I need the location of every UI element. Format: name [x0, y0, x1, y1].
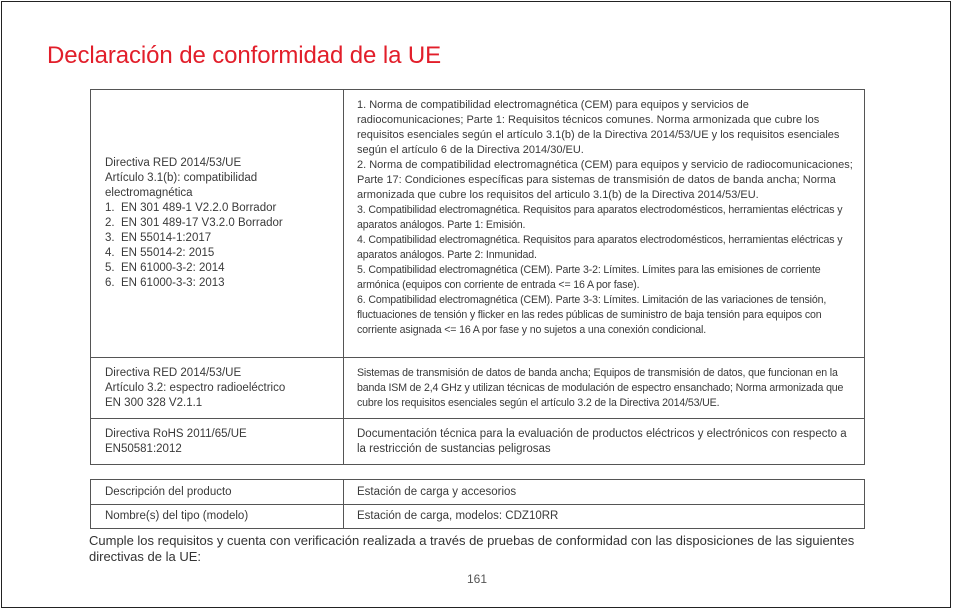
column-divider	[343, 358, 344, 418]
requirement-item: 2. Norma de compatibilidad electromagnética (CEM) para equipos y servicio de radiocomunicaciones; Parte 17: Condiciones específicas para sistemas de transmisión de datos de banda ancha; Norma armonizada que cubre los requisitos del articulo 3.1(b) de la Directiva 2014/53/EU.	[357, 159, 853, 201]
emc-line: 2. EN 301 489-17 V3.2.0 Borrador	[105, 217, 283, 229]
model-name-label: Nombre(s) del tipo (modelo)	[105, 510, 249, 522]
column-divider	[343, 505, 344, 528]
rohs-standards-list	[105, 427, 315, 457]
radio-line: EN 300 328 V2.1.1	[105, 397, 203, 409]
emc-line: Directiva RED 2014/53/UE	[105, 157, 242, 169]
column-divider	[343, 90, 344, 357]
radio-standards-list	[105, 366, 315, 411]
emc-line: 3. EN 55014-1:2017	[105, 232, 212, 244]
column-divider	[343, 480, 344, 504]
radio-line: Artículo 3.2: espectro radioeléctrico	[105, 382, 286, 394]
requirement-item: 6. Compatibilidad electromagnética (CEM). Parte 3-3: Límites. Limitación de las variaciones de tensión, fluctuaciones de tensión y flicker en las redes públicas de suministro de baja tensión para equipos con corriente asignada <= 16 A por fase y no sujetos a una conexión condicional.	[357, 294, 827, 336]
table-row-emc	[90, 89, 865, 357]
product-description-label: Descripción del producto	[105, 486, 232, 498]
emc-line: 6. EN 61000-3-3: 2013	[105, 277, 225, 289]
table-row-product-description	[90, 479, 865, 504]
rohs-requirement: Documentación técnica para la evaluación de productos eléctricos y electrónicos con respecto a la restricción de sustancias peligrosas	[357, 428, 847, 455]
table-row-radio	[90, 357, 865, 418]
emc-standards-list	[105, 156, 315, 291]
page-title: Declaración de conformidad de la UE	[47, 42, 442, 69]
requirement-item: 5. Compatibilidad electromagnética (CEM). Parte 3-2: Límites. Límites para las emisiones de corriente armónica (equipos con corriente de entrada <= 16 A por fase).	[357, 264, 821, 291]
radio-requirement: Sistemas de transmisión de datos de banda ancha; Equipos de transmisión de datos, que funcionan en la banda ISM de 2,4 GHz y utilizan técnicas de modulación de espectro ensanchado; Norma armonizada que cubre los requisitos esenciales según el artículo 3.2 de la Directiva 2014/53/UE.	[357, 367, 844, 409]
rohs-line: EN50581:2012	[105, 443, 182, 455]
emc-line: 1. EN 301 489-1 V2.2.0 Borrador	[105, 202, 277, 214]
rohs-line: Directiva RoHS 2011/65/UE	[105, 428, 247, 440]
requirement-item: 3. Compatibilidad electromagnética. Requisitos para aparatos electrodomésticos, herramientas eléctricas y aparatos análogos. Parte 1: Emisión.	[357, 204, 843, 231]
radio-line: Directiva RED 2014/53/UE	[105, 367, 242, 379]
product-description-value: Estación de carga y accesorios	[357, 486, 517, 498]
page-number: 161	[466, 572, 488, 586]
emc-line: 5. EN 61000-3-2: 2014	[105, 262, 225, 274]
emc-line: 4. EN 55014-2: 2015	[105, 247, 215, 259]
compliance-statement: Cumple los requisitos y cuenta con verificación realizada a través de pruebas de conformidad con las disposiciones de las siguientes directivas de la UE:	[89, 533, 855, 564]
emc-line: electromagnética	[105, 187, 193, 199]
column-divider	[343, 419, 344, 464]
table-row-rohs	[90, 418, 865, 465]
emc-line: Artículo 3.1(b): compatibilidad	[105, 172, 258, 184]
model-name-value: Estación de carga, modelos: CDZ10RR	[357, 510, 559, 522]
requirement-item: 1. Norma de compatibilidad electromagnética (CEM) para equipos y servicios de radiocomunicaciones; Parte 1: Requisitos técnicos comunes. Norma armonizada que cubre los requisitos esenciales según el artículo 3.1(b) de la Directiva 2014/53/UE y los requisitos esenciales según el artículo 6 de la Directiva 2014/30/EU.	[357, 99, 840, 156]
table-row-model-name	[90, 504, 865, 529]
requirement-item: 4. Compatibilidad electromagnética. Requisitos para aparatos electrodomésticos, herramientas eléctricas y aparatos análogos. Parte 2: Inmunidad.	[357, 234, 843, 261]
emc-requirements	[357, 98, 857, 338]
